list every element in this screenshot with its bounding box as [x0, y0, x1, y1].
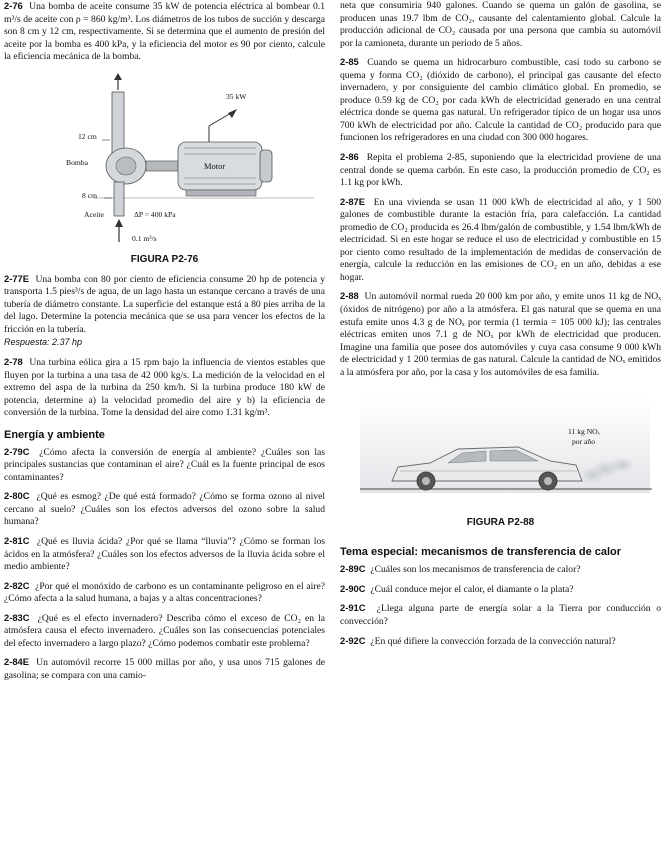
problem-2-85	[340, 56, 661, 145]
suction-diameter-label: 8 cm	[82, 190, 97, 200]
problem-2-92c	[340, 635, 661, 649]
problem-text: Cuando se quema un hidrocarburo combustible, casi todo su carbono se quema y forma CO₂ (dióxido de carbono), el principal gas causante del efecto invernadero, y por consiguiente del cambio climático global. En promedio, se produce 0.59 kg de CO₂ por cada kWh de electricidad generado en una central eléctrica donde se quema gas natural. Un refrigerador típico de un hogar usa unos 700 kWh de electricidad por año. Calcule la cantidad de CO₂ producido para que funcionen los refrigeradores en una ciudad con 300 000 hogares.	[340, 57, 661, 144]
emission-label-line2: por año	[572, 437, 595, 447]
figure-p2-88	[340, 397, 661, 515]
problem-2-90c	[340, 583, 661, 597]
section-heading: Tema especial: mecanismos de transferencia de calor	[340, 546, 622, 559]
problem-2-83c	[4, 612, 325, 651]
problem-text: ¿Qué es el efecto invernadero? Describa cómo el exceso de CO₂ en la atmósfera causa el efecto invernadero. ¿Cuáles son las consecuencias potenciales del efecto invernadero a largo plazo? ¿Cómo podemos combatir este problema?	[4, 612, 325, 649]
problem-number: 2-83C	[4, 611, 30, 623]
problem-number: 2-91C	[340, 602, 366, 614]
section-heading: Energía y ambiente	[4, 428, 105, 441]
problem-text: ¿En qué difiere la convección forzada de la convección natural?	[370, 635, 616, 647]
problem-2-86	[340, 151, 661, 190]
problem-number: 2-79C	[4, 445, 30, 457]
problem-2-82c	[4, 580, 325, 606]
problem-number: 2-84E	[4, 656, 30, 668]
problem-2-89c	[340, 563, 661, 577]
problem-2-88	[340, 290, 661, 379]
fluid-label: Aceite	[84, 209, 104, 219]
problem-number: 2-85	[340, 56, 359, 68]
problem-2-84e-continued	[340, 0, 661, 50]
problem-number: 2-92C	[340, 634, 366, 646]
pump-label: Bomba	[66, 157, 88, 167]
problem-number: 2-78	[4, 356, 23, 368]
problem-number: 2-90C	[340, 582, 366, 594]
problem-2-87e	[340, 196, 661, 285]
problem-number: 2-88	[340, 290, 359, 302]
problem-number: 2-89C	[340, 563, 366, 575]
problem-text: Un automóvil normal rueda 20 000 km por año, y emite unos 11 kg de NOₓ (óxidos de nitrógeno) por año a la atmósfera. El gas natural que se quema en una estufa emite unos 4.3 g de NOₓ por termia (1 termia = 105 000 kJ); las centrales eléctricas emiten unos 7.1 g de NOₓ por kWh de electricidad que producen. Imagine una familia que posee dos automóviles y cuya casa consume 9 000 kWh de electricidad y 1 200 termias de gas natural. Calcule la cantidad de NOₓ emitidos a la atmósfera por año, por la casa y los automóviles de esa familia.	[340, 291, 662, 378]
problem-number: 2-77E	[4, 272, 30, 284]
problem-text: ¿Cuál conduce mejor el calor, el diamante o la plata?	[370, 583, 574, 595]
problem-text: Una bomba de aceite consume 35 kW de potencia eléctrica al bombear 0.1 m³/s de aceite con ρ = 860 kg/m³. Los diámetros de los tubos de succión y descarga son 8 cm y 12 cm, respectivamente. Si se determina que el aumento de presión del aceite por la bomba es 400 kPa, y la eficiencia del motor es 90 por ciento, calcule la eficiencia mecánica de la bomba.	[4, 1, 325, 63]
left-column	[4, 0, 325, 689]
problem-text: Una turbina eólica gira a 15 rpm bajo la influencia de vientos estables que fluyen por la turbina a una tasa de 42 000 kg/s. La medición de la velocidad en el extremo del aspa de la turbina da 250 km/h. Si la turbina produce 180 kW de potencia, determine a) la velocidad promedio del aire y b) la eficiencia de conversión de la turbina. Tome la densidad del aire como 1.31 kg/m³.	[4, 357, 326, 419]
figure-p2-76	[4, 70, 325, 252]
problem-text: neta que consumiría 940 galones. Cuando se quema un galón de gasolina, se producen unas 19.7 lbm de CO₂, causante del calentamiento global. Calcule la producción adicional de CO₂ causada por una persona que cambia su automóvil por la camioneta, durante un periodo de 5 años.	[340, 0, 661, 49]
problem-text: ¿Por qué el monóxido de carbono es un contaminante peligroso en el aire? ¿Cómo afecta a la salud humana, a bajas y a altas concentraciones?	[4, 580, 326, 605]
problem-2-79c	[4, 446, 325, 485]
problem-text: ¿Llega alguna parte de energía solar a la Tierra por conducción o convección?	[340, 603, 662, 627]
problem-text: ¿Cuáles son los mecanismos de transferencia de calor?	[370, 564, 581, 576]
problem-number: 2-87E	[340, 195, 366, 207]
right-column	[340, 0, 661, 654]
figure-caption: FIGURA P2-88	[466, 517, 535, 529]
problem-text: Repita el problema 2-85, suponiendo que la electricidad proviene de una central donde se quema carbón. En este caso, la producción promedio de CO₂ es 1.1 kg por kWh.	[340, 152, 662, 189]
problem-2-91c	[340, 602, 661, 628]
problem-text: ¿Cómo afecta la conversión de energía al ambiente? ¿Cuáles son las principales sustancias que contaminan el aire? ¿Cuál es la fuente principal de esos contaminantes?	[4, 446, 325, 483]
emission-label-line1: 11 kg NOₓ	[568, 427, 600, 437]
discharge-diameter-label: 12 cm	[78, 131, 97, 141]
problem-number: 2-80C	[4, 490, 30, 502]
problem-number: 2-86	[340, 151, 359, 163]
flow-rate-label: 0.1 m³/s	[132, 233, 157, 243]
problem-2-80c	[4, 490, 325, 529]
problem-text: ¿Qué es esmog? ¿De qué está formado? ¿Cómo se forma ozono al nivel cercano al suelo? ¿Cuáles son los efectos adversos del ozono sobre la salud humana?	[4, 491, 325, 528]
motor-label: Motor	[204, 160, 226, 171]
pump-motor-diagram	[4, 70, 325, 252]
problem-text: En una vivienda se usan 11 000 kWh de electricidad al año, y 1 500 galones de combustible durante la estación fría, para calefacción. La cantidad promedio de CO₂ producida es 26.4 lbm/galón de combustible, y 1.54 lbm/kWh de electricidad. Si en este hogar se reduce el uso de electricidad y combustible en 15 por ciento como resultado de la implementación de medidas de conservación de energía, calcule la reducción en las emisiones de CO₂ en un año, debidas a ese hogar.	[340, 196, 661, 283]
answer: Respuesta: 2.37 hp	[4, 337, 83, 348]
problem-number: 2-76	[4, 0, 23, 11]
power-label: 35 kW	[226, 91, 247, 101]
problem-text: Un automóvil recorre 15 000 millas por año, y usa unos 715 galones de gasolina; se compara con una camio-	[4, 657, 326, 681]
problem-text: Una bomba con 80 por ciento de eficiencia consume 20 hp de potencia y transporta 1.5 pies³/s de agua, de un lago hasta un estanque cercano a través de una tubería de diámetro constante. La superficie del estanque está a 80 pies arriba de la del lago. Determine la potencia mecánica que se usa para vencer los efectos de la fricción en la tubería.	[4, 273, 326, 335]
problem-number: 2-81C	[4, 535, 30, 547]
figure-caption: FIGURA P2-76	[130, 253, 199, 265]
pressure-rise-label: ΔP = 400 kPa	[134, 209, 176, 219]
problem-2-81c	[4, 535, 325, 574]
problem-text: ¿Qué es lluvia ácida? ¿Por qué se llama “lluvia”? ¿Cómo se forman los ácidos en la atmósfera? ¿Cuáles son los efectos adversos de la lluvia ácida sobre el medio ambiente?	[4, 536, 326, 573]
problem-2-77e	[4, 273, 325, 350]
problem-2-76	[4, 0, 325, 64]
car-emission-illustration	[340, 397, 661, 515]
problem-2-78	[4, 356, 325, 420]
problem-number: 2-82C	[4, 579, 30, 591]
problem-2-84e	[4, 656, 325, 682]
